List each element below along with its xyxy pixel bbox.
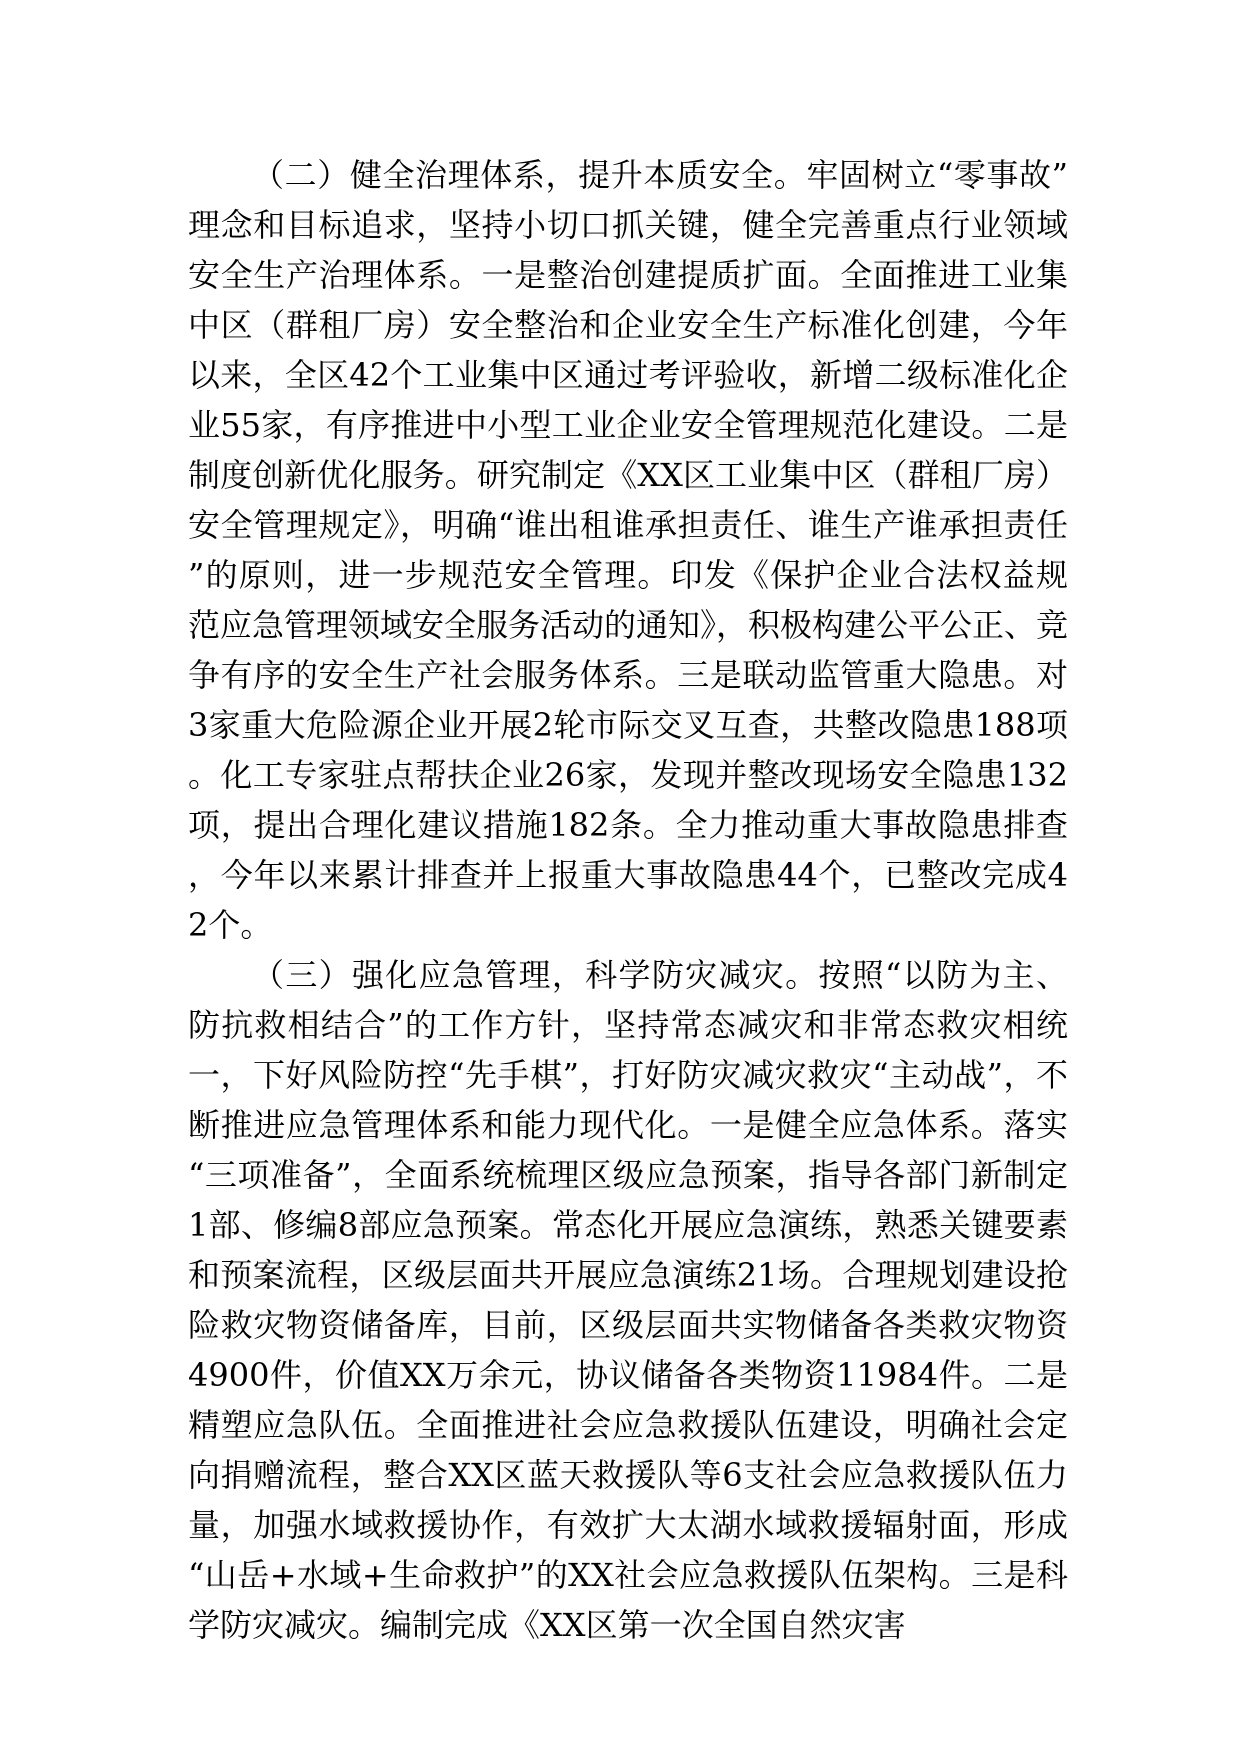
paragraph-emergency-management: （三）强化应急管理，科学防灾减灾。按照“以防为主、防抗救相结合”的工作方针，坚持常态减灾和非常态救灾相统一，下好风险防控“先手棋”，打好防灾减灾救灾“主动战”，不断推进应急管理体系和能力现代化。一是健全应急体系。落实“三项准备”，全面系统梳理区级应急预案，指导各部门新制定1部、修编8部应急预案。常态化开展应急演练，熟悉关键要素和预案流程，区级层面共开展应急演练21场。合理规划建设抢险救灾物资储备库，目前，区级层面共实物储备各类救灾物资4900件，价值XX万余元，协议储备各类物资11984件。二是精塑应急队伍。全面推进社会应急救援队伍建设，明确社会定向捐赠流程，整合XX区蓝天救援队等6支社会应急救援队伍力量，加强水域救援协作，有效扩大太湖水域救援辐射面，形成“山岳+水域+生命救护”的XX社会应急救援队伍架构。三是科学防灾减灾。编制完成《XX区第一次全国自然灾害 xyxy=(188,956,1068,1644)
paragraph-governance-system: （二）健全治理体系，提升本质安全。牢固树立“零事故”理念和目标追求，坚持小切口抓关键，健全完善重点行业领域安全生产治理体系。一是整治创建提质扩面。全面推进工业集中区（群租厂房）安全整治和企业安全生产标准化创建，今年以来，全区42个工业集中区通过考评验收，新增二级标准化企业55家，有序推进中小型工业企业安全管理规范化建设。二是制度创新优化服务。研究制定《XX区工业集中区（群租厂房）安全管理规定》，明确“谁出租谁承担责任、谁生产谁承担责任”的原则，进一步规范安全管理。印发《保护企业合法权益规范应急管理领域安全服务活动的通知》，积极构建公平公正、竞争有序的安全生产社会服务体系。三是联动监管重大隐患。对3家重大危险源企业开展2轮市际交叉互查，共整改隐患188项。化工专家驻点帮扶企业26家，发现并整改现场安全隐患132项，提出合理化建议措施182条。全力推动重大事故隐患排查，今年以来累计排查并上报重大事故隐患44个，已整改完成42个。 xyxy=(188,156,1069,944)
document-body xyxy=(188,150,1068,1650)
